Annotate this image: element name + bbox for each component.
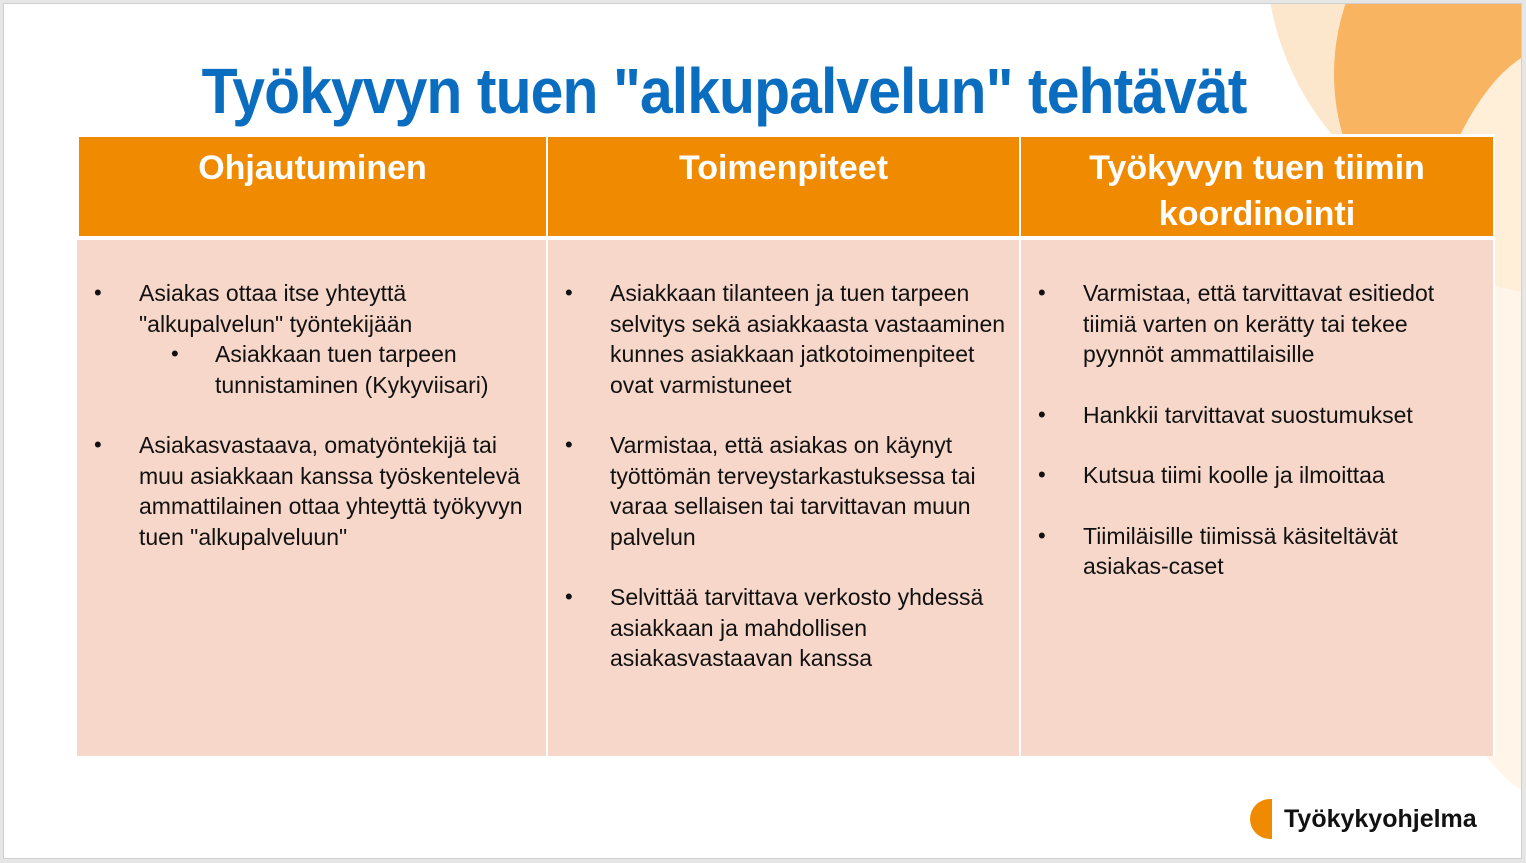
bullet-list: [87, 278, 534, 339]
column-header-toimenpiteet: Toimenpiteet: [548, 134, 1021, 240]
sub-bullet-list: [87, 339, 534, 400]
list-item: • Tiimiläisille tiimissä käsiteltävät asiakas-caset: [1031, 521, 1481, 582]
list-item: • Kutsua tiimi koolle ja ilmoittaa: [1031, 460, 1481, 491]
logo-text: Työkykyohjelma: [1284, 804, 1477, 833]
bullet-list: [87, 430, 534, 552]
list-item: • Varmistaa, että asiakas on käynyt työttömän terveystarkastuksessa tai varaa sellaisen tai tarvittavan muun palvelun: [558, 430, 1007, 552]
tyokykyohjelma-logo: [1250, 799, 1477, 839]
slide-title: Työkyvyn tuen "alkupalvelun" tehtävät: [201, 55, 1247, 127]
list-item: • Asiakas ottaa itse yhteyttä "alkupalvelun" työntekijään: [87, 278, 534, 339]
bullet-list: [1031, 278, 1481, 582]
list-item: • Hankkii tarvittavat suostumukset: [1031, 400, 1481, 431]
column-body-toimenpiteet: [548, 240, 1021, 756]
sub-list-item: • Asiakkaan tuen tarpeen tunnistaminen (Kykyviisari): [87, 339, 534, 400]
slide: [3, 3, 1522, 859]
bullet-list: [558, 278, 1007, 674]
list-item: • Varmistaa, että tarvittavat esitiedot tiimiä varten on kerätty tai tekee pyynnöt ammattilaisille: [1031, 278, 1481, 370]
column-body-ohjautuminen: [77, 240, 548, 756]
list-item: • Asiakasvastaava, omatyöntekijä tai muu asiakkaan kanssa työskentelevä ammattilainen ottaa yhteyttä työkyvyn tuen "alkupalveluun": [87, 430, 534, 552]
list-item: • Selvittää tarvittava verkosto yhdessä asiakkaan ja mahdollisen asiakasvastaavan kanssa: [558, 582, 1007, 674]
logo-mark-icon: [1250, 799, 1272, 839]
column-header-ohjautuminen: Ohjautuminen: [77, 134, 548, 240]
column-body-koordinointi: [1021, 240, 1495, 756]
column-header-koordinointi: Työkyvyn tuen tiimin koordinointi: [1021, 134, 1495, 240]
list-item: • Asiakkaan tilanteen ja tuen tarpeen selvitys sekä asiakkaasta vastaaminen kunnes asiakkaan jatkotoimenpiteet ovat varmistuneet: [558, 278, 1007, 400]
task-table: [77, 134, 1495, 756]
